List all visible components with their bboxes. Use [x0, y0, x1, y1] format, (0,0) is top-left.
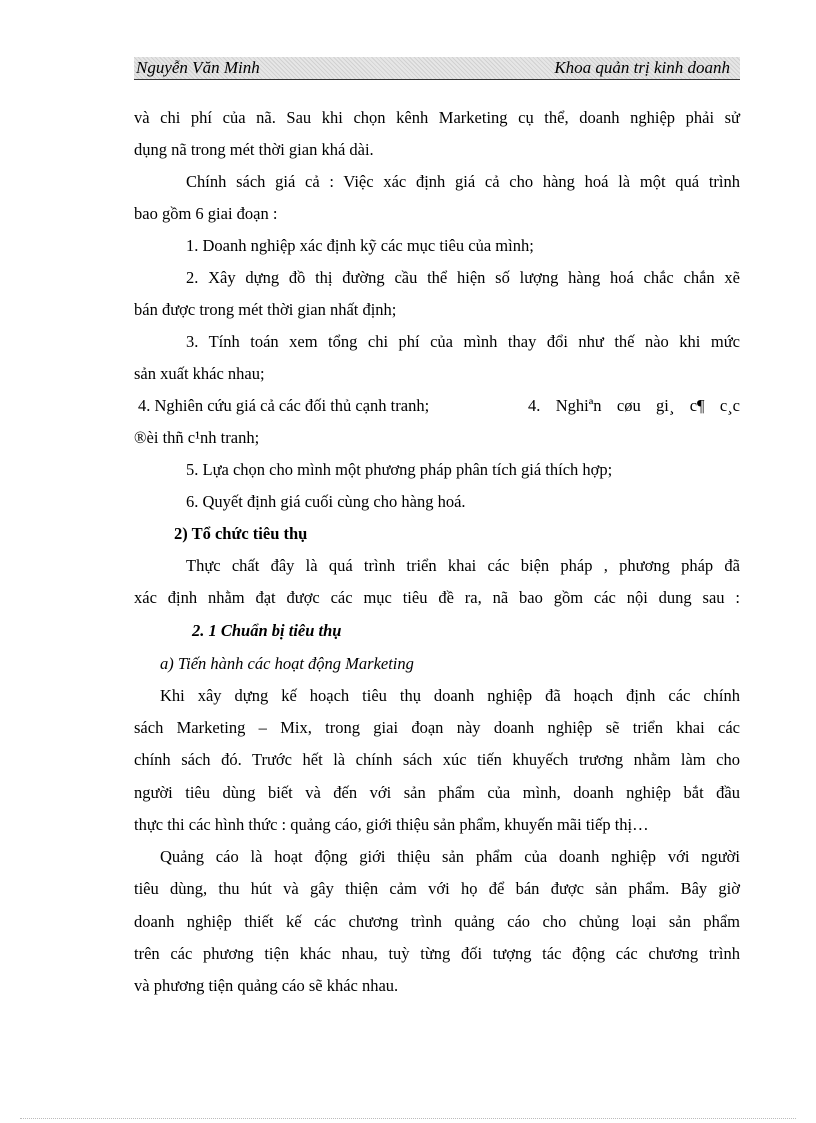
- body-line: tiêu dùng, thu hút và gây thiện cảm với họ để bán được sản phẩm. Bây giờ: [134, 879, 740, 898]
- body-line: Khi xây dựng kế hoạch tiêu thụ doanh nghiệp đã hoạch định các chính: [160, 686, 740, 705]
- body-line: bán được trong mét thời gian nhất định;: [134, 300, 397, 319]
- body-line: xác định nhằm đạt được các mục tiêu đề ra, nã bao gồm các nội dung sau :: [134, 588, 740, 607]
- list-item: 6. Quyết định giá cuối cùng cho hàng hoá.: [186, 492, 466, 511]
- page-bottom-divider: [20, 1118, 796, 1120]
- body-line: Quảng cáo là hoạt động giới thiệu sản phẩm của doanh nghiệp với người: [160, 847, 740, 866]
- body-line: và chi phí của nã. Sau khi chọn kênh Marketing cụ thể, doanh nghiệp phải sử: [134, 108, 740, 127]
- garbled-list-item: 4. Nghiªn cøu gi¸ c¶ c¸c: [528, 396, 740, 415]
- body-line: Chính sách giá cả : Việc xác định giá cả cho hàng hoá là một quá trình: [186, 172, 740, 191]
- body-line: ®èi thñ c¹nh tranh;: [134, 428, 260, 447]
- body-line: sản xuất khác nhau;: [134, 364, 265, 383]
- body-line: doanh nghiệp thiết kế các chương trình quảng cáo cho chủng loại sản phẩm: [134, 912, 740, 931]
- list-item: 1. Doanh nghiệp xác định kỹ các mục tiêu của mình;: [186, 236, 534, 255]
- body-line: thực thi các hình thức : quảng cáo, giới thiệu sản phẩm, khuyến mãi tiếp thị…: [134, 815, 649, 834]
- list-item: 3. Tính toán xem tổng chi phí của mình thay đổi như thế nào khi mức: [186, 332, 740, 351]
- section-heading: 2) Tổ chức tiêu thụ: [174, 524, 308, 543]
- page-header: [134, 57, 740, 80]
- list-item: 4. Nghiên cứu giá cả các đối thủ cạnh tranh;: [138, 396, 430, 415]
- body-line: sách Marketing – Mix, trong giai đoạn này doanh nghiệp sẽ triển khai các: [134, 718, 740, 737]
- subsection-heading: 2. 1 Chuẩn bị tiêu thụ: [192, 621, 342, 640]
- body-line: Thực chất đây là quá trình triển khai các biện pháp , phương pháp đã: [186, 556, 740, 575]
- body-line: trên các phương tiện khác nhau, tuỳ từng đối tượng tác động các chương trình: [134, 944, 740, 963]
- subsection-item: a) Tiến hành các hoạt động Marketing: [160, 654, 414, 673]
- body-line: và phương tiện quảng cáo sẽ khác nhau.: [134, 976, 399, 995]
- body-line: dụng nã trong mét thời gian khá dài.: [134, 140, 374, 159]
- list-item: 5. Lựa chọn cho mình một phương pháp phân tích giá thích hợp;: [186, 460, 613, 479]
- body-line: bao gồm 6 giai đoạn :: [134, 204, 278, 223]
- list-item: 2. Xây dựng đồ thị đường cầu thể hiện số lượng hàng hoá chắc chắn xẽ: [186, 268, 740, 287]
- body-line: người tiêu dùng biết và đến với sản phẩm của mình, doanh nghiệp bắt đầu: [134, 783, 740, 802]
- header-department: Khoa quản trị kinh doanh: [554, 58, 730, 77]
- header-author: Nguyễn Văn Minh: [136, 58, 260, 77]
- body-line: chính sách đó. Trước hết là chính sách xúc tiến khuyếch trương nhằm làm cho: [134, 750, 740, 769]
